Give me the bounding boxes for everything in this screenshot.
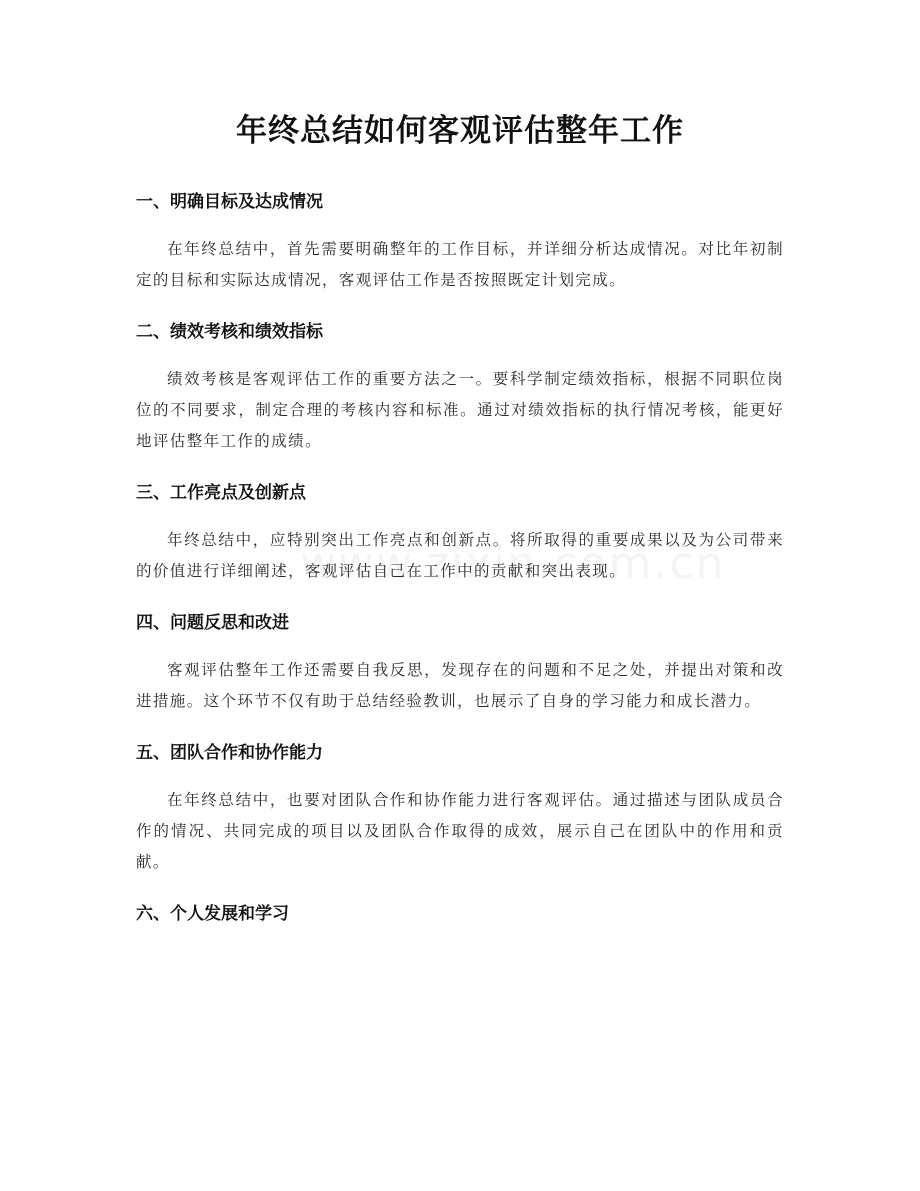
section-2: [136, 320, 784, 457]
section-heading: 三、工作亮点及创新点: [136, 483, 306, 503]
document-title: 年终总结如何客观评估整年工作: [236, 113, 684, 149]
section-paragraph: 在年终总结中，首先需要明确整年的工作目标，并详细分析达成情况。对比年初制定的目标和实际达成情况，客观评估工作是否按照既定计划完成。: [136, 240, 784, 289]
section-6: [136, 902, 784, 926]
section-paragraph: 年终总结中，应特别突出工作亮点和创新点。将所取得的重要成果以及为公司带来的价值进行详细阐述，客观评估自己在工作中的贡献和突出表现。: [136, 531, 784, 580]
section-4: [136, 611, 784, 717]
section-1: [136, 190, 784, 296]
section-paragraph: 绩效考核是客观评估工作的重要方法之一。要科学制定绩效指标，根据不同职位岗位的不同要求，制定合理的考核内容和标准。通过对绩效指标的执行情况考核，能更好地评估整年工作的成绩。: [136, 370, 784, 450]
section-heading: 四、问题反思和改进: [136, 613, 289, 633]
section-paragraph: 在年终总结中，也要对团队合作和协作能力进行客观评估。通过描述与团队成员合作的情况、共同完成的项目以及团队合作取得的成效，展示自己在团队中的作用和贡献。: [136, 791, 784, 871]
section-heading: 一、明确目标及达成情况: [136, 192, 323, 212]
section-heading: 五、团队合作和协作能力: [136, 743, 323, 763]
section-paragraph: 客观评估整年工作还需要自我反思，发现存在的问题和不足之处，并提出对策和改进措施。这个环节不仅有助于总结经验教训，也展示了自身的学习能力和成长潜力。: [136, 661, 784, 710]
section-heading: 二、绩效考核和绩效指标: [136, 322, 323, 342]
section-heading: 六、个人发展和学习: [136, 904, 289, 924]
section-3: [136, 481, 784, 587]
section-5: [136, 741, 784, 878]
